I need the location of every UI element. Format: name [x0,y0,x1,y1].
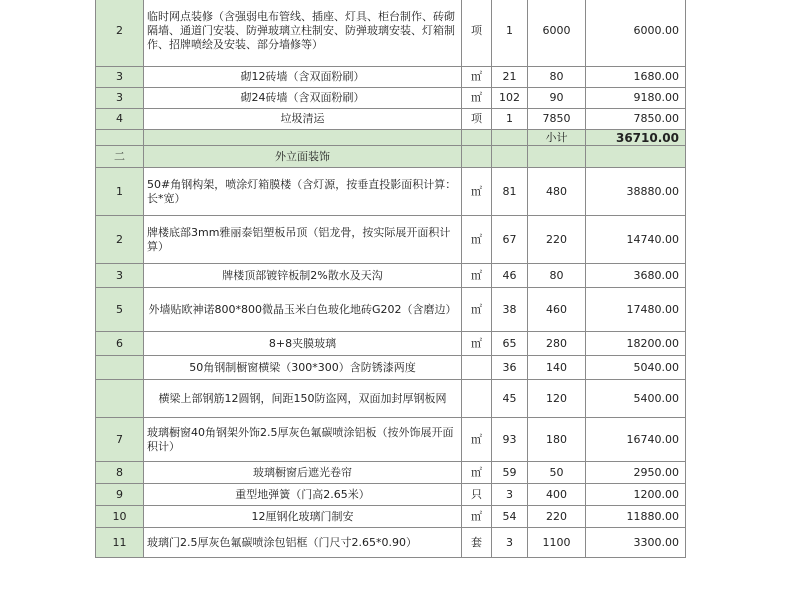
quotation-sheet [95,0,685,558]
row-number: 6 [96,332,144,356]
row-description: 重型地弹簧（门高2.65米） [144,484,462,506]
subtotal-label: 小计 [528,130,586,146]
subtotal-unit-cell [462,130,492,146]
section-no: 二 [96,146,144,168]
row-description: 砌24砖墙（含双面粉刷） [144,88,462,109]
row-quantity: 38 [492,288,528,332]
subtotal-no-cell [96,130,144,146]
row-number [96,380,144,418]
row-unit [462,380,492,418]
row-total: 11880.00 [586,506,686,528]
section-price-cell [528,146,586,168]
row-description: 8+8夹膜玻璃 [144,332,462,356]
row-quantity: 45 [492,380,528,418]
row-unit-price: 480 [528,168,586,216]
row-number [96,356,144,380]
table-row [96,264,686,288]
table-row [96,0,686,67]
row-unit: ㎡ [462,264,492,288]
table-row [96,418,686,462]
row-number: 3 [96,88,144,109]
row-unit-price: 220 [528,216,586,264]
row-description: 12厘钢化玻璃门制安 [144,506,462,528]
row-number: 2 [96,0,144,67]
row-unit-price: 280 [528,332,586,356]
row-total: 14740.00 [586,216,686,264]
table-row [96,356,686,380]
row-quantity: 1 [492,109,528,130]
row-unit-price: 80 [528,67,586,88]
row-description: 玻璃橱窗40角钢架外饰2.5厚灰色氟碳喷涂铝板（按外饰展开面积计） [144,418,462,462]
quotation-table [95,0,686,558]
row-quantity: 46 [492,264,528,288]
row-description: 牌楼顶部镀锌板制2%散水及天沟 [144,264,462,288]
row-unit-price: 80 [528,264,586,288]
section-total-cell [586,146,686,168]
row-unit-price: 460 [528,288,586,332]
row-quantity: 54 [492,506,528,528]
section-title: 外立面装饰 [144,146,462,168]
row-unit-price: 7850 [528,109,586,130]
row-unit: ㎡ [462,216,492,264]
row-unit: ㎡ [462,88,492,109]
row-total: 6000.00 [586,0,686,67]
row-unit: 项 [462,0,492,67]
row-total: 3680.00 [586,264,686,288]
row-number: 2 [96,216,144,264]
table-row [96,168,686,216]
row-number: 11 [96,528,144,558]
row-total: 2950.00 [586,462,686,484]
row-total: 5400.00 [586,380,686,418]
row-number: 8 [96,462,144,484]
row-description: 垃圾清运 [144,109,462,130]
row-number: 3 [96,264,144,288]
row-unit: ㎡ [462,418,492,462]
row-description: 玻璃橱窗后遮光卷帘 [144,462,462,484]
row-unit-price: 50 [528,462,586,484]
row-unit-price: 6000 [528,0,586,67]
section-header-row [96,146,686,168]
row-total: 5040.00 [586,356,686,380]
row-unit: ㎡ [462,168,492,216]
row-unit: ㎡ [462,506,492,528]
row-unit: 套 [462,528,492,558]
table-row [96,109,686,130]
row-quantity: 102 [492,88,528,109]
row-description: 牌楼底部3mm雅丽泰铝塑板吊顶（铝龙骨，按实际展开面积计算） [144,216,462,264]
row-description: 50角钢制橱窗横梁（300*300）含防锈漆两度 [144,356,462,380]
row-quantity: 36 [492,356,528,380]
row-total: 38880.00 [586,168,686,216]
row-unit: ㎡ [462,288,492,332]
table-row [96,462,686,484]
row-number: 9 [96,484,144,506]
row-quantity: 67 [492,216,528,264]
row-unit-price: 90 [528,88,586,109]
row-total: 9180.00 [586,88,686,109]
row-total: 16740.00 [586,418,686,462]
subtotal-desc-cell [144,130,462,146]
subtotal-body [96,130,686,168]
row-number: 3 [96,67,144,88]
row-unit: 只 [462,484,492,506]
row-quantity: 21 [492,67,528,88]
row-total: 3300.00 [586,528,686,558]
row-number: 5 [96,288,144,332]
row-description: 临时网点装修（含强弱电布管线、插座、灯具、柜台制作、砖砌隔墙、通道门安装、防弹玻璃立柱制安、防弹玻璃安装、灯箱制作、招牌喷绘及安装、部分墙修等） [144,0,462,67]
row-unit: ㎡ [462,67,492,88]
row-unit-price: 140 [528,356,586,380]
subtotal-total: 36710.00 [586,130,686,146]
table-row [96,67,686,88]
table-row [96,506,686,528]
row-quantity: 65 [492,332,528,356]
row-total: 17480.00 [586,288,686,332]
table-row [96,332,686,356]
subtotal-qty-cell [492,130,528,146]
row-number: 1 [96,168,144,216]
table-row [96,484,686,506]
row-total: 1200.00 [586,484,686,506]
row-description: 外墙贴欧神诺800*800微晶玉米白色玻化地砖G202（含磨边） [144,288,462,332]
table-body-part2 [96,168,686,558]
row-number: 7 [96,418,144,462]
row-unit: ㎡ [462,462,492,484]
row-description: 横梁上部钢筋12圆钢，间距150防盗网，双面加封厚钢板网 [144,380,462,418]
row-unit-price: 1100 [528,528,586,558]
row-description: 砌12砖墙（含双面粉刷） [144,67,462,88]
row-quantity: 59 [492,462,528,484]
row-quantity: 93 [492,418,528,462]
row-quantity: 81 [492,168,528,216]
row-unit-price: 220 [528,506,586,528]
row-unit [462,356,492,380]
row-number: 4 [96,109,144,130]
table-body-part1 [96,0,686,130]
row-total: 7850.00 [586,109,686,130]
subtotal-row [96,130,686,146]
table-row [96,288,686,332]
section-qty-cell [492,146,528,168]
row-unit: 项 [462,109,492,130]
row-total: 1680.00 [586,67,686,88]
row-number: 10 [96,506,144,528]
row-quantity: 3 [492,528,528,558]
table-row [96,380,686,418]
section-unit-cell [462,146,492,168]
row-description: 50#角钢构架，喷涂灯箱膜楼（含灯源，按垂直投影面积计算：长*宽） [144,168,462,216]
row-unit: ㎡ [462,332,492,356]
table-row [96,216,686,264]
row-unit-price: 120 [528,380,586,418]
table-row [96,528,686,558]
row-quantity: 1 [492,0,528,67]
row-total: 18200.00 [586,332,686,356]
table-row [96,88,686,109]
row-unit-price: 180 [528,418,586,462]
row-description: 玻璃门2.5厚灰色氟碳喷涂包铝框（门尺寸2.65*0.90） [144,528,462,558]
row-quantity: 3 [492,484,528,506]
row-unit-price: 400 [528,484,586,506]
